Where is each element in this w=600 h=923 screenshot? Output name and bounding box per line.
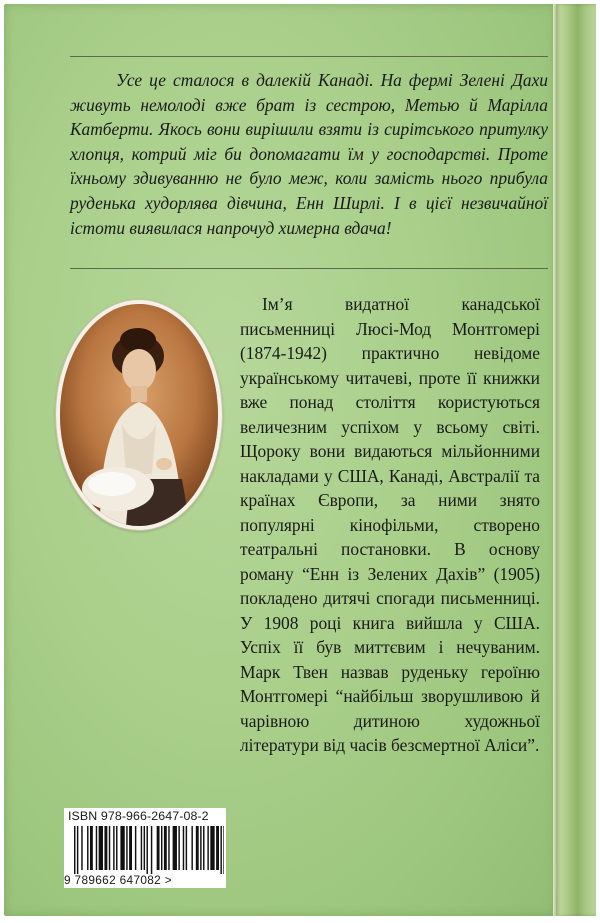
- barcode-bar: [126, 826, 127, 870]
- barcode-bar: [216, 826, 219, 870]
- barcode-bar: [113, 826, 114, 870]
- barcode-bar: [196, 826, 199, 870]
- barcode-bar: [96, 826, 97, 870]
- barcode-bar: [151, 826, 152, 874]
- barcode-bar: [186, 826, 187, 870]
- barcode-bar: [210, 826, 214, 870]
- barcode-label: [64, 808, 226, 888]
- barcode-bar: [99, 826, 103, 870]
- barcode-bar: [141, 826, 142, 870]
- author-biography: Ім’я видатної канадської письменниці Люсі-Мод Монтгомері (1874-1942) практично невідоме українському читачеві, проте її книжки вже понад століття користуються величезним успіхом у всьому світі. Щороку вони видаються мільйонними накладами у США, Канаді, Австралії та країнах Європи, за ними знято популярні кінофільми, створено театральні постановки. В основу роману “Енн із Зелених Дахів” (1905) покладено дитячі спогади письменниці. У 1908 році книга вийшла у США. Успіх її був миттєвим і нечуваним. Марк Твен назвав руденьку героїню Монтгомері “найбільш зворушливою й чарівною дитиною художньої літератури від часів безсмертної Аліси”.: [240, 294, 540, 755]
- barcode-bar: [135, 826, 136, 870]
- barcode-bar: [87, 826, 88, 870]
- book-spine: [556, 4, 596, 916]
- barcode-bar: [183, 826, 184, 870]
- barcode-bar: [144, 826, 145, 870]
- barcode-bar: [147, 826, 148, 874]
- barcode-bar: [164, 826, 167, 870]
- barcode-bar: [173, 826, 177, 870]
- barcode-bars: [66, 826, 224, 874]
- barcode-digits: 9 789662 647082 >: [64, 873, 172, 887]
- top-divider: [70, 56, 548, 57]
- barcode-bar: [178, 826, 179, 870]
- barcode-bar: [157, 826, 160, 870]
- barcode-bar: [74, 826, 75, 874]
- barcode-bar: [77, 826, 78, 874]
- middle-divider: [70, 268, 548, 269]
- barcode-bar: [109, 826, 110, 870]
- author-portrait-image: [60, 304, 218, 526]
- barcode-bar: [104, 826, 107, 870]
- author-portrait: [56, 300, 222, 530]
- barcode-bar: [120, 826, 124, 870]
- barcode-bar: [203, 826, 204, 870]
- barcode-bar: [90, 826, 93, 870]
- barcode-bar: [161, 826, 162, 870]
- barcode-bar: [81, 826, 82, 870]
- isbn-number: ISBN 978-966-2647-08-2: [68, 809, 209, 823]
- barcode-bar: [129, 826, 132, 870]
- barcode-bar: [223, 826, 224, 874]
- barcode-bar: [116, 826, 117, 870]
- barcode-bar: [220, 826, 221, 874]
- barcode-bar: [191, 826, 192, 870]
- barcode-bar: [168, 826, 169, 870]
- barcode-bar: [207, 826, 208, 870]
- barcode-bar: [200, 826, 201, 870]
- story-blurb: Усе це сталося в далекій Канаді. На фермі Зелені Дахи живуть немолоді вже брат із сестрою, Метью й Марілла Катберти. Якось вони вирішили взяти із сирітського притулку хлопця, котрий міг би допомагати їм у господарстві. Проте їхньому здивуванню не було меж, коли замість нього прибула руденька худорлява дівчина, Енн Ширлі. І в цієї незвичайної істоти виявилася напрочуд химерна вдача!: [70, 70, 548, 238]
